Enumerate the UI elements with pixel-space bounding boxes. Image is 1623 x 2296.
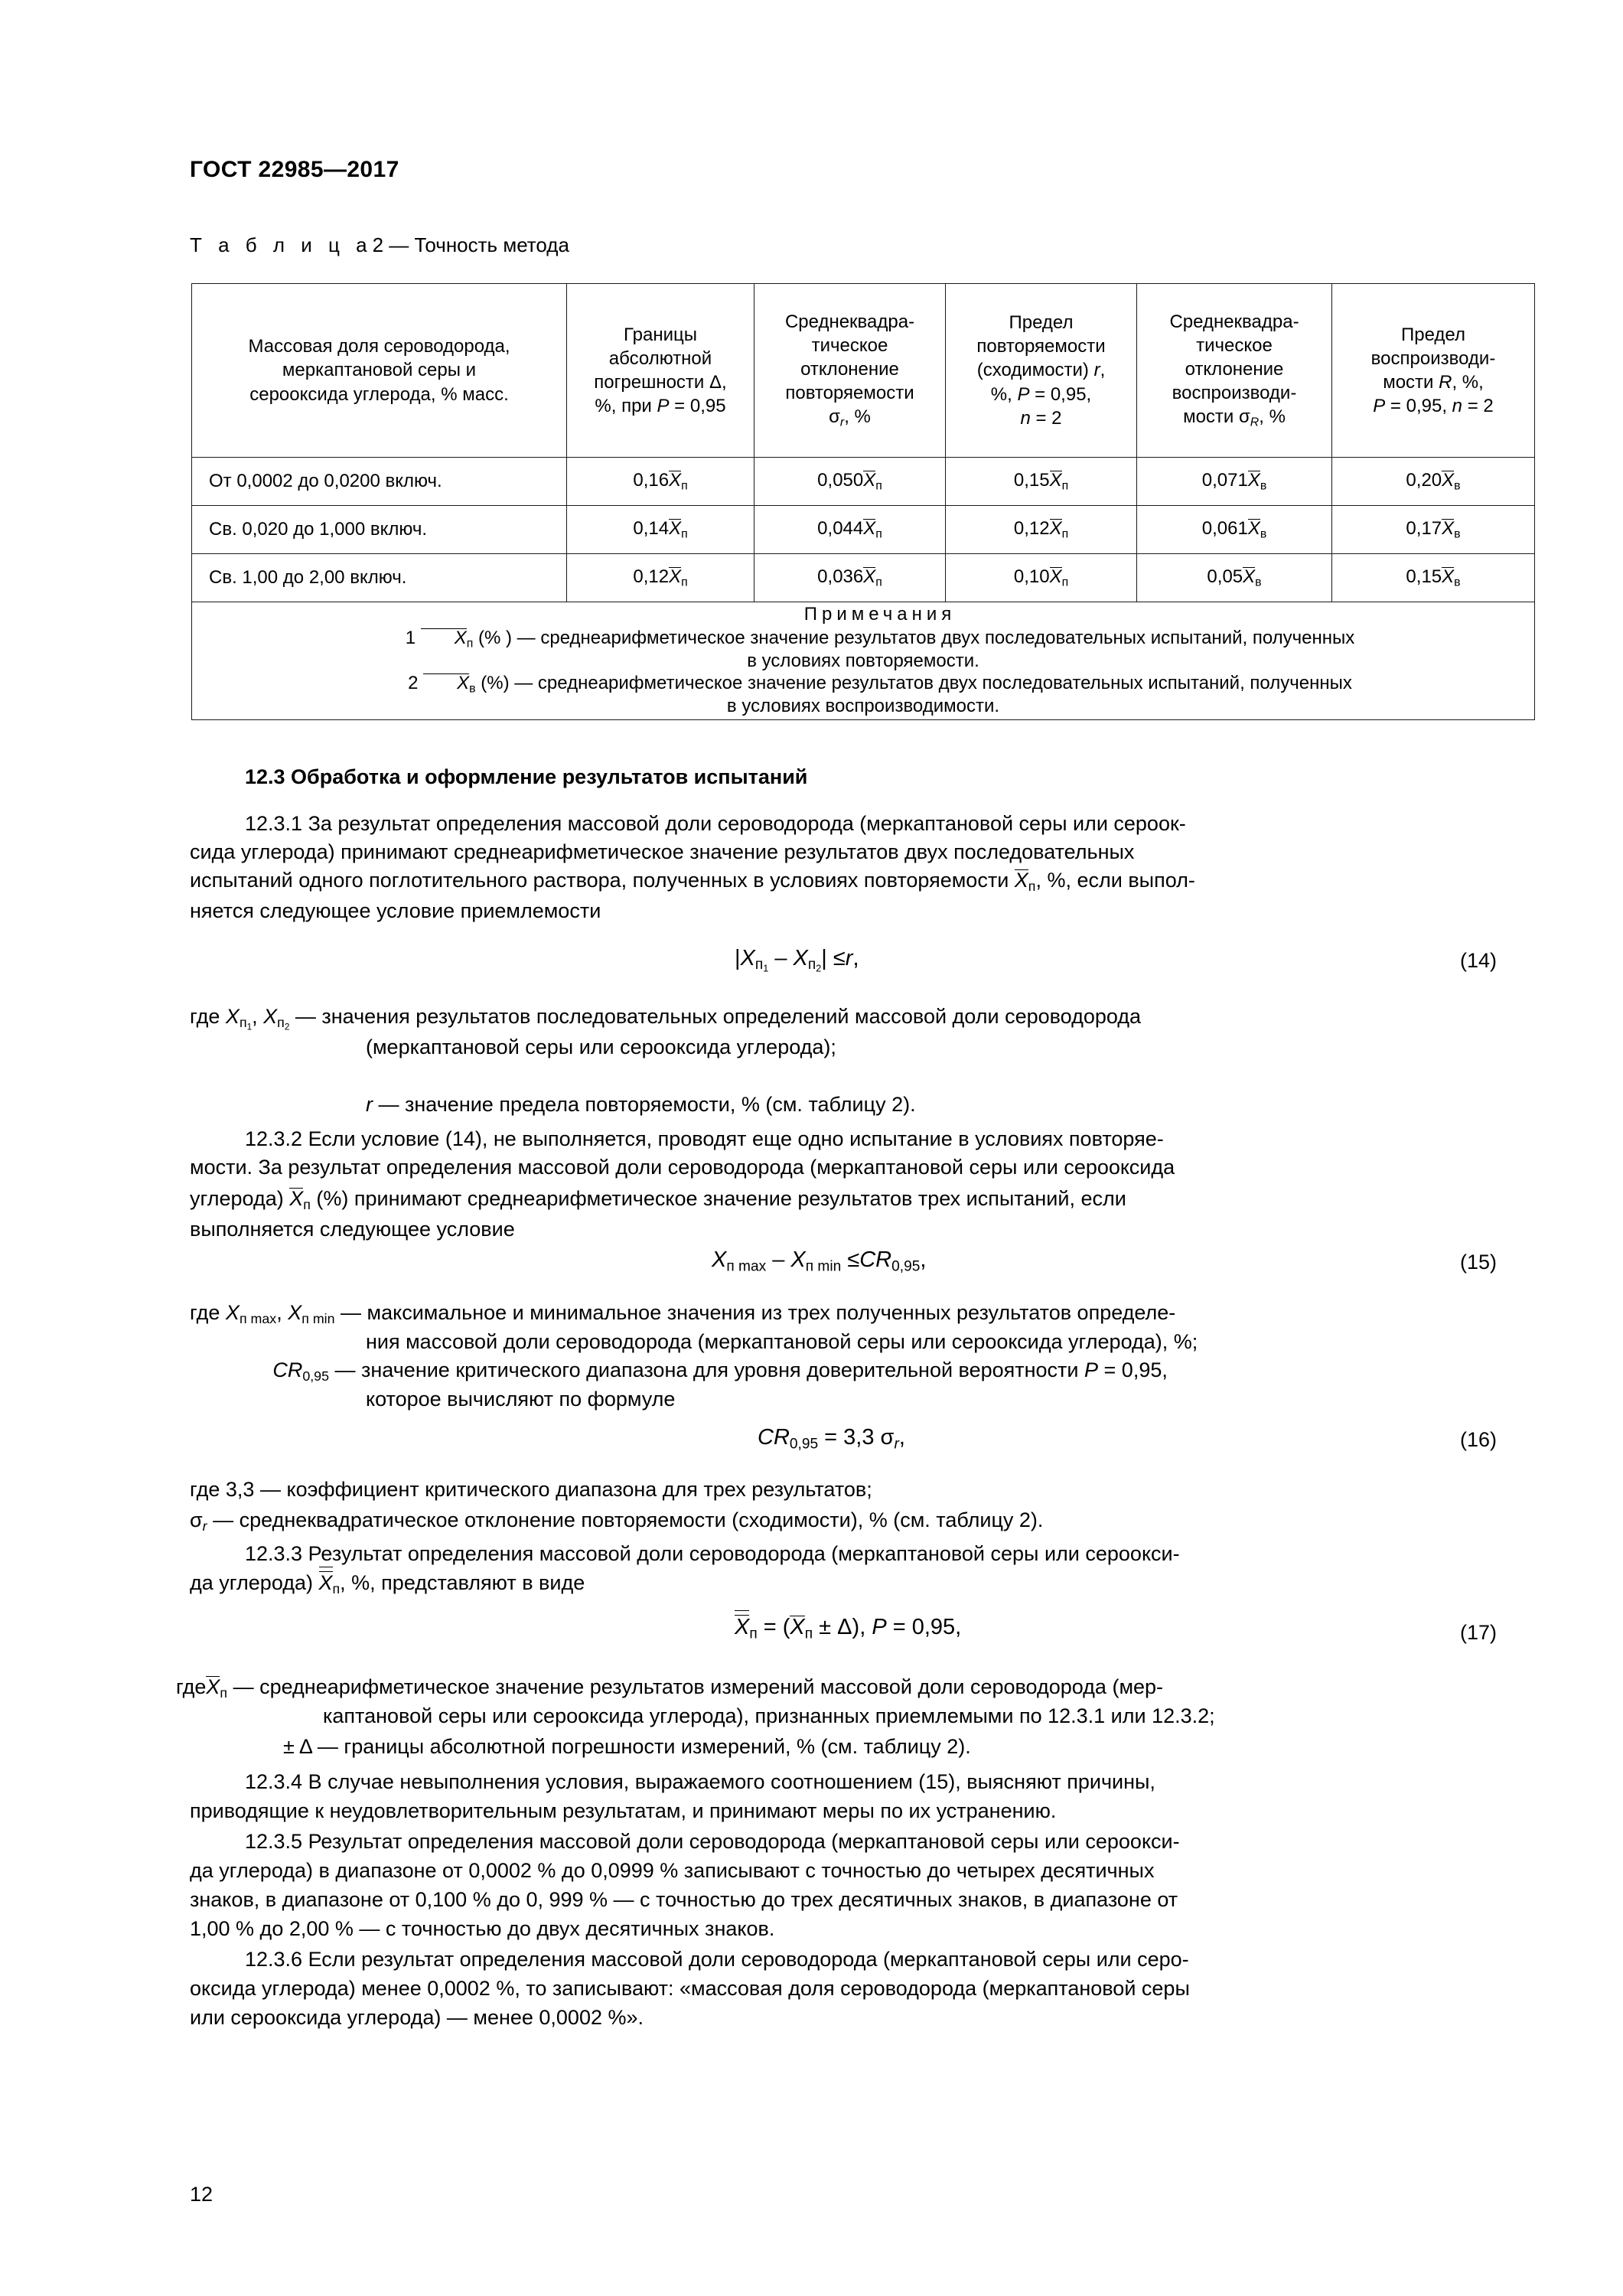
th-repeatability-limit [946,284,1137,458]
x-symbol: X [288,1301,302,1324]
table-notes [192,602,1535,720]
where-label: где [190,1005,220,1028]
paragraph-12-3-4-line2 [190,1797,1537,1825]
n-symbol: n [1020,407,1031,429]
paragraph-12-3-1-line2 [190,838,1537,866]
th-line: (сходимости) [976,360,1094,381]
where-block-17 [176,1673,1546,1730]
para-line: выполняется следующее условие [190,1218,515,1241]
delta-symbol: Δ [837,1615,852,1639]
note-item [197,628,1530,651]
less-equal-sign: ≤ [833,946,846,970]
th-line: %, [990,383,1018,405]
cell-r [946,554,1137,602]
plus-minus-sign: ± [813,1615,838,1639]
cell-r [946,506,1137,554]
x-subscript: п [1028,878,1036,894]
th-line: = 2 [1030,407,1062,429]
formula-17 [735,1615,961,1642]
th-line: %, при [595,396,657,417]
paragraph-12-3-1 [190,810,1537,838]
th-line: , % [1259,406,1286,428]
x-subscript: п [1061,479,1069,493]
where-block-15: где $X_{п max}$, $X_{п min}$ — максимальное и минимальное значения из трех полученных результатов определе- ния массовой доли сероводорода (меркаптановой серы или сероокcида углерода), %; [190,1299,1537,1356]
coefficient: 0,05 [1207,566,1243,587]
where-label: где [190,1301,220,1324]
formula-value: = 3,3 [818,1425,881,1450]
r-symbol: r [845,946,853,970]
x-subscript: п [1061,576,1069,589]
para-line: да углерода) [190,1571,319,1594]
table-caption-text: 2 — Точность метода [372,233,569,256]
note-continuation: в условиях воспроизводимости. [726,696,1000,717]
where-label: где 3,3 [190,1478,255,1501]
x-subscript: п [875,527,882,541]
r-symbol: r [366,1093,373,1116]
sigma-subscript: r [839,416,845,429]
para-line: няется следующее условие приемлемости [190,899,601,922]
paragraph-12-3-4 [190,1768,1537,1796]
coefficient: 0,036 [817,566,864,587]
th-line: мости [1383,372,1439,393]
x-overline: X [669,566,682,587]
th-std-dev-reproducibility [1137,284,1332,458]
x-subscript: п [332,1580,341,1596]
section-heading-12-3: 12.3 Обработка и оформление результатов испытаний [245,765,808,788]
para-line: приводящие к неудовлетворительным результатам, и принимают меры по их устранению. [190,1799,1057,1822]
x-subscript: п [681,576,688,589]
para-line: , %, представляют в виде [340,1571,585,1594]
cell-range: От 0,0002 до 0,0200 включ. [192,458,567,506]
x-overline: X [669,469,682,491]
where-text: — значение предела повторяемости, % (см. таблицу 2). [378,1093,916,1116]
x-overline: X [1442,517,1455,539]
plus-minus-delta: ± Δ [283,1735,312,1758]
where-text-continuation: (меркаптановой серы или серооксида углерода); [366,1035,836,1059]
cell-sigma-r [754,458,946,506]
r-cap-symbol: R [1439,372,1452,393]
cell-sigma-R [1137,506,1332,554]
x-overline: X [206,1675,220,1698]
th-line: , % [844,406,871,428]
x-overline: X [790,1615,805,1639]
paragraph-12-3-2-line4 [190,1215,1537,1244]
where-block-14-r [366,1091,1537,1119]
where-text: = 0,95, [1098,1358,1168,1381]
cell-delta [567,458,754,506]
cell-range: Св. 1,00 до 2,00 включ. [192,554,567,602]
x-subscript: п min [805,1258,842,1275]
paragraph-12-3-5-line3 [190,1886,1537,1914]
th-line: меркаптановой серы и [282,360,477,381]
x-overline: X [423,673,469,693]
table-header-row [192,284,1535,458]
where-block-14: где $X_{п_1}$, $X_{п_2}$ — значения результатов последовательных определений массовой доли сероводорода (меркаптановой серы или серооксида углерода); [190,1003,1537,1062]
notes-title: Примечания [803,604,957,625]
th-line: Границы [624,324,697,345]
table-row [192,458,1535,506]
x-subscript: п2 [277,1014,290,1032]
x-double-overline: X [735,1615,750,1639]
th-line: тическое [1196,334,1273,356]
x-symbol: X [225,1005,240,1028]
x-symbol: X [793,946,808,970]
x-double-overline: X [318,1571,333,1594]
th-line: абсолютной [608,347,712,369]
para-line: оксида углерода) менее 0,0002 %, то записывают: «массовая доля сероводорода (меркаптановой серы [190,1977,1190,2000]
x-subscript: п [875,479,882,493]
th-line: = 0,95, [1385,396,1452,417]
cell-delta [567,554,754,602]
x-subscript: п [875,576,882,589]
sigma-symbol: σ [880,1425,895,1450]
note-number: 1 [405,627,416,648]
coefficient: 0,12 [633,566,670,587]
x-overline: X [669,517,682,539]
paren-close: ), [852,1615,872,1639]
formula-16 [758,1425,905,1453]
x-overline: X [863,517,876,539]
th-line: мости [1183,406,1239,428]
table-caption [190,233,569,257]
where-text: — значения результатов последовательных определений массовой доли сероводорода [295,1005,1142,1028]
x-overline: X [1247,469,1260,491]
th-line: Предел [1009,312,1074,334]
where-label: где [176,1675,207,1698]
formula-15: $X_{п max} - X_{п min} \le CR_{0,95}$, [712,1247,927,1275]
x-subscript: п [681,479,688,493]
x-subscript: п min [301,1310,335,1326]
paragraph-12-3-3 [190,1540,1537,1568]
r-symbol: r [1093,360,1100,381]
note-continuation: в условиях повторяемости. [747,651,979,672]
sigma-symbol: σ [190,1508,203,1531]
para-line: 12.3.5 Результат определения массовой доли сероводорода (меркаптановой серы или сероокси- [245,1830,1180,1853]
sigma-subscript: r [894,1436,899,1453]
x-overline: X [1014,869,1028,892]
cr-symbol: CR [859,1247,892,1272]
x-symbol: X [790,1247,806,1272]
paragraph-12-3-2 [190,1125,1537,1153]
table-row [192,506,1535,554]
th-line: Среднеквадра- [1169,311,1299,332]
x-overline: X [1442,566,1455,587]
x-overline: X [1243,566,1256,587]
table-caption-label: Т а б л и ц а [190,233,373,256]
th-line: серооксида углерода, % масс. [249,383,509,405]
paragraph-12-3-3-line2 [190,1569,1559,1598]
where-block-16-sigma [190,1506,1537,1535]
th-line: тическое [811,334,888,356]
th-line: Предел [1401,324,1465,345]
delta-symbol: Δ, [709,372,727,393]
coefficient: 0,061 [1201,517,1248,539]
x-symbol: X [740,946,755,970]
x-subscript: в [1454,527,1461,541]
th-line: , [1100,360,1106,381]
x-subscript: в [469,682,476,696]
th-line: Среднеквадра- [784,311,915,332]
paragraph-12-3-1-line4 [190,897,1537,925]
para-line: 12.3.1 За результат определения массовой доли сероводорода (меркаптановой серы или сероок- [245,812,1186,835]
x-subscript: п [1061,527,1069,541]
where-text: — коэффициент критического диапазона для трех результатов; [259,1478,872,1501]
p-symbol: P [1084,1358,1099,1381]
note-text: (%) — среднеарифметическое значение результатов двух последовательных испытаний, полученных [481,673,1352,694]
cell-sigma-r [754,554,946,602]
x-subscript: п [220,1684,228,1701]
para-line: 1,00 % до 2,00 % — с точностью до двух десятичных знаков. [190,1917,775,1940]
where-text-continuation: каптановой серы или сероокcида углерода), признанных приемлемыми по 12.3.1 или 12.3.2; [323,1704,1215,1728]
para-line: 12.3.4 В случае невыполнения условия, выражаемого соотношением (15), выясняют причины, [245,1770,1155,1793]
cr-subscript: 0,95 [891,1258,921,1275]
where-text-continuation: ния массовой доли сероводорода (меркаптановой серы или сероокcида углерода), %; [366,1330,1198,1354]
x-overline: X [1049,517,1062,539]
x-subscript: п [749,1626,758,1642]
x-subscript: в [1454,576,1461,589]
para-line: или сероокcида углерода) — менее 0,0002 %». [190,2006,644,2029]
th-line: = 0,95 [669,396,726,417]
coefficient: 0,071 [1201,469,1248,491]
cell-R [1332,554,1535,602]
where-text-continuation: которое вычисляют по формуле [366,1388,676,1411]
th-std-dev-repeatability [754,284,946,458]
paragraph-12-3-5-line2 [190,1857,1537,1885]
formula-number-16: (16) [1460,1428,1498,1451]
where-text: — среднеквадратическое отклонение повторяемости (сходимости), % (см. таблицу 2). [213,1508,1044,1531]
x-symbol: X [712,1247,727,1272]
para-line: знаков, в диапазоне от 0,100 % до 0, 999 % — с точностью до трех десятичных знаков, в диапазоне от [190,1888,1178,1911]
x-overline: X [1049,469,1062,491]
note-item [197,673,1530,696]
th-line: = 2 [1462,396,1494,417]
th-line: повторяемости [976,336,1106,357]
para-line: (%) принимают среднеарифметическое значение результатов трех испытаний, если [310,1187,1126,1210]
th-line: воспроизводи- [1172,383,1297,404]
x-subscript: п [466,637,474,651]
x-symbol: X [225,1301,240,1324]
sigma-symbol: σ [829,406,840,428]
page-number: 12 [190,2183,213,2206]
p-symbol: P [1017,383,1030,405]
x-subscript: в [1454,479,1461,493]
x-subscript: п [303,1196,311,1212]
th-abs-error-limits [567,284,754,458]
formula-number-15: (15) [1460,1251,1498,1274]
th-line: Массовая доля сероводорода, [248,336,510,357]
x-subscript: в [1260,479,1267,493]
x-overline: X [289,1187,304,1210]
where-text: — среднеарифметическое значение результатов измерений массовой доли сероводорода (мер- [233,1675,1164,1698]
formula-14: $|X_{п_1} - X_{п_2}| \le r$, [735,946,859,974]
precision-table-wrapper [191,283,1534,720]
table-row [192,554,1535,602]
formula-number-17: (17) [1460,1621,1498,1644]
th-line: отклонение [800,358,899,380]
paragraph-12-3-6-line2 [190,1975,1537,2003]
th-mass-fraction [192,284,567,458]
x-symbol: X [263,1005,278,1028]
para-line: испытаний одного поглотительного раствора, полученных в условиях повторяемости [190,869,1015,892]
x-subscript: п [681,527,688,541]
paragraph-12-3-2-line2 [190,1153,1537,1182]
coefficient: 0,15 [1406,566,1442,587]
where-block-17-delta [283,1733,1538,1761]
p-value: = 0,95, [886,1615,962,1639]
sigma-symbol: σ [1238,406,1250,428]
less-equal-sign: ≤ [847,1247,860,1272]
x-overline: X [1247,517,1260,539]
where-text: — границы абсолютной погрешности измерений, % (см. таблицу 2). [317,1735,971,1758]
th-line: повторяемости [785,383,914,404]
coefficient: 0,14 [633,517,670,539]
paragraph-12-3-6-line3 [190,2004,1537,2032]
coefficient: 0,050 [817,469,864,491]
where-block-15-cr [190,1356,1537,1414]
x-subscript: п2 [807,957,822,974]
th-line: = 0,95, [1029,383,1092,405]
cell-sigma-R [1137,458,1332,506]
x-overline: X [421,628,467,647]
x-subscript: п [804,1626,813,1642]
para-line: 12.3.2 Если условие (14), не выполняется, проводят еще одно испытание в условиях повторяе- [245,1127,1164,1150]
cr-subscript: 0,95 [789,1436,819,1453]
where-block-16 [190,1476,1537,1504]
coefficient: 0,12 [1013,517,1050,539]
precision-table [191,283,1535,720]
x-subscript: в [1255,576,1262,589]
x-subscript: п1 [239,1014,253,1032]
cell-range: Св. 0,020 до 1,000 включ. [192,506,567,554]
cell-sigma-r [754,506,946,554]
equals-sign: = ( [757,1615,790,1639]
p-symbol: P [657,396,670,417]
p-symbol: P [1373,396,1386,417]
th-line: , %, [1452,372,1484,393]
th-line: погрешности [594,372,709,393]
x-subscript: п1 [754,957,769,974]
note-number: 2 [408,673,419,694]
x-subscript: п max [239,1310,277,1326]
cr-label: $CR_{0,95}$ [272,1358,329,1384]
table-notes-row [192,602,1535,720]
paragraph-12-3-6 [190,1945,1537,1974]
n-symbol: n [1452,396,1463,417]
sigma-subscript: r [202,1518,207,1534]
para-line: 12.3.6 Если результат определения массовой доли сероводорода (меркаптановой серы или серо- [245,1948,1189,1971]
x-overline: X [1049,566,1062,587]
coefficient: 0,16 [633,469,670,491]
paragraph-12-3-5 [190,1828,1537,1856]
th-line: воспроизводи- [1370,347,1496,369]
para-line: мости. За результат определения массовой доли сероводорода (меркаптановой серы или сероокcида [190,1156,1175,1179]
cell-r [946,458,1137,506]
x-overline: X [863,566,876,587]
coefficient: 0,20 [1406,469,1442,491]
cr-symbol: CR [758,1425,790,1450]
where-text: — значение критического диапазона для уровня доверительной вероятности [334,1358,1085,1381]
x-subscript: в [1260,527,1267,541]
cell-R [1332,458,1535,506]
p-symbol: P [872,1615,887,1639]
x-overline: X [1442,469,1455,491]
sigma-subscript: R [1250,416,1260,429]
para-line: сида углерода) принимают среднеарифметическое значение результатов двух последовательных [190,840,1135,863]
formula-number-14: (14) [1460,949,1498,972]
note-text: (% ) — среднеарифметическое значение результатов двух последовательных испытаний, полученных [478,627,1355,648]
paragraph-12-3-2-line3 [190,1185,1559,1214]
where-text: — максимальное и минимальное значения из трех полученных результатов определе- [341,1301,1176,1324]
para-line: углерода) [190,1187,290,1210]
standard-number-header: ГОСТ 22985—2017 [190,157,399,182]
coefficient: 0,10 [1013,566,1050,587]
cell-delta [567,506,754,554]
paragraph-12-3-1-line3 [190,866,1559,895]
cell-sigma-R [1137,554,1332,602]
coefficient: 0,044 [817,517,864,539]
cell-R [1332,506,1535,554]
comma: , [898,1425,905,1450]
para-line: да углерода) в диапазоне от 0,0002 % до 0,0999 % записывают с точностью до четырех десятичных [190,1859,1155,1882]
para-line: 12.3.3 Результат определения массовой доли сероводорода (меркаптановой серы или сероокси- [245,1542,1180,1565]
coefficient: 0,17 [1406,517,1442,539]
paragraph-12-3-5-line4 [190,1915,1537,1943]
coefficient: 0,15 [1013,469,1050,491]
x-subscript: п max [726,1258,767,1275]
para-line: , %, если выпол- [1035,869,1195,892]
th-line: отклонение [1185,358,1284,380]
x-overline: X [863,469,876,491]
th-reproducibility-limit [1332,284,1535,458]
